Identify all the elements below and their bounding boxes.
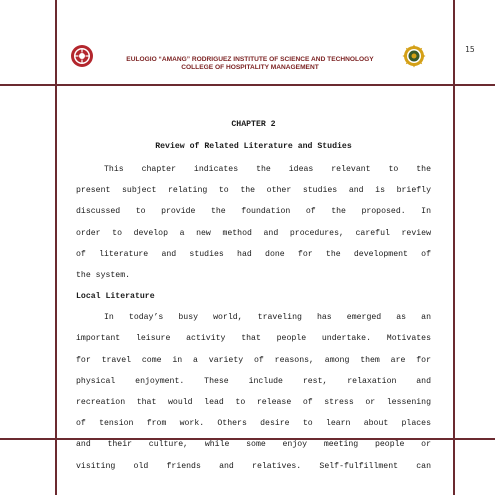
institution-line-1: EULOGIO “AMANG” RODRIGUEZ INSTITUTE OF SCIENCE AND TECHNOLOGY [126,56,374,63]
chapter-label: CHAPTER 2 [231,120,276,129]
paragraph-line: the system. [76,271,131,281]
local-literature-paragraph [76,307,431,477]
paragraph-line: important leisure activity that people undertake. Motivates [76,334,431,344]
page-number: 15 [465,45,475,54]
institute-seal-icon [70,44,94,68]
header-rule [0,84,495,86]
subheading-local-literature: Local Literature [76,292,155,302]
document-body [76,118,431,477]
institution-name [100,56,400,72]
paragraph-line: visiting old friends and relatives. Self-fulfillment can [76,461,431,471]
paragraph-line: for travel come in a variety of reasons, among them are for [76,355,431,365]
paragraph-line: of literature and studies had done for the development of [76,249,431,259]
intro-paragraph [76,159,431,286]
paragraph-line: recreation that would lead to release of stress or lessening [76,398,431,408]
paragraph-line: and their culture, while some enjoy meeting people or [76,440,431,450]
paragraph-line: physical enjoyment. These include rest, relaxation and [76,376,431,386]
college-seal-icon [402,44,426,68]
paragraph-line: present subject relating to the other studies and is briefly [76,186,431,196]
left-margin-rule [55,0,57,495]
paragraph-line: order to develop a new method and procedures, careful review [76,228,431,238]
paragraph-line: of tension from work. Others desire to learn about places [76,419,431,429]
paragraph-line: In today’s busy world, traveling has emerged as an [104,313,431,323]
paragraph-line: discussed to provide the foundation of the proposed. In [76,207,431,217]
institution-line-2: COLLEGE OF HOSPITALITY MANAGEMENT [181,64,319,72]
paragraph-line: This chapter indicates the ideas relevant to the [104,165,431,174]
right-margin-rule [453,0,455,495]
section-title: Review of Related Literature and Studies [155,142,352,151]
